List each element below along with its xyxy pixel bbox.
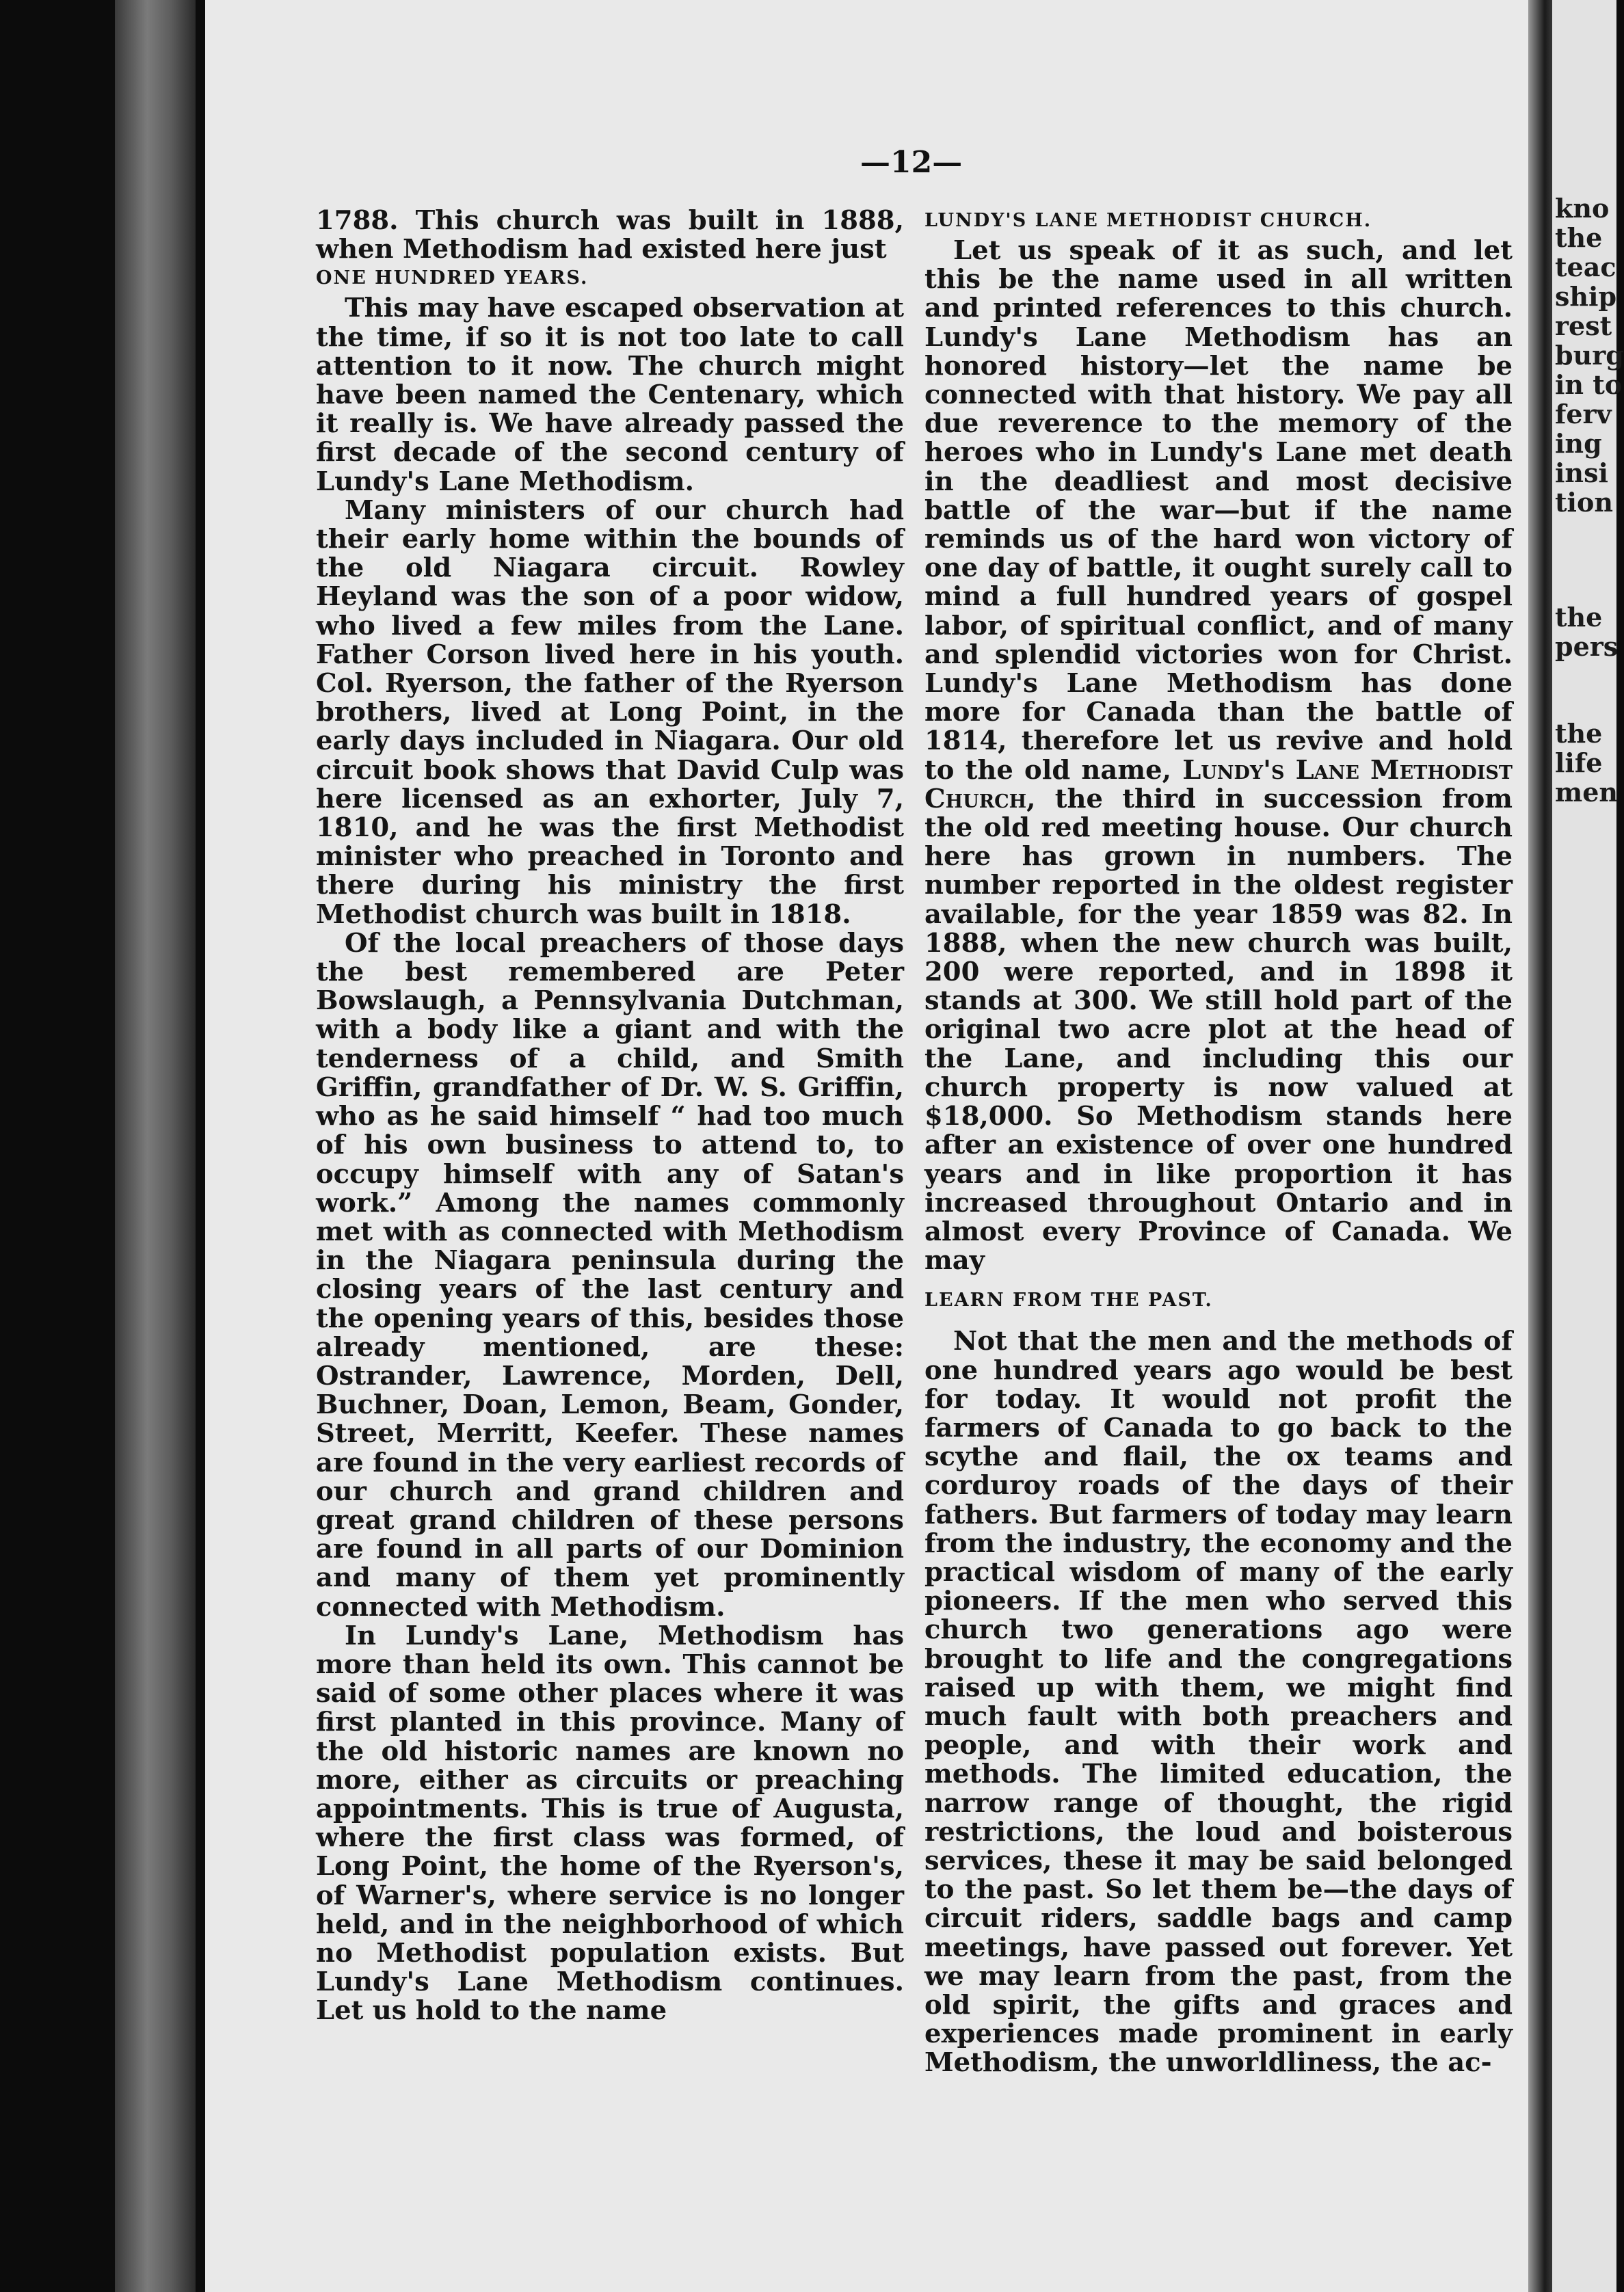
section-heading: ONE HUNDRED YEARS. bbox=[316, 267, 589, 289]
paragraph-text: the third in succession from the old red meeting house. Our church here has grown in numbers. The number reported in the oldest register available, for the year 1859 was 82. In 1888, when the new church was built, 200 were reported, and in 1898 it stands at 300. We still hold part of the original two acre plot at the head of the Lane, and including this our church property is now valued at $18,000. So Methodism stands here after an existence of over one hundred years and in like proportion it has increased throughout Ontario and in almost every Province of Canada. We may bbox=[924, 783, 1513, 1277]
facing-page-fragment: tion bbox=[1555, 487, 1613, 518]
page-number: —12— bbox=[860, 145, 963, 180]
book-edge bbox=[115, 0, 196, 2292]
paragraph: Many ministers of our church had their early home within the bounds of the old Niagara circuit. Rowley Heyland was the son of a poor widow, who lived a few miles from the Lane. Father Corson lived here in his youth. Col. Ryerson, the father of the Ryerson brothers, lived at Long Point, in the early days included in Niagara. Our old circuit book shows that David Culp was here licensed as an exhorter, July 7, 1810, and he was the first Methodist minister who preached in Toronto and there during his ministry the first Methodist church was built in 1818. bbox=[316, 494, 904, 930]
facing-page-fragment: men bbox=[1555, 777, 1619, 808]
facing-page-fragment: burg bbox=[1555, 340, 1624, 371]
paragraph: This may have escaped observation at the time, if so it is not too late to call attention to it now. The church might have been named the Centenary, which it really is. We have already passed the first decade of the second century of Lundy's Lane Methodism. bbox=[316, 293, 904, 497]
facing-page-fragment: teac bbox=[1555, 252, 1616, 282]
paragraph: 1788. This church was built in 1888, when Methodism had existed here just bbox=[316, 205, 904, 265]
facing-page-fragment: in to bbox=[1555, 369, 1623, 400]
paragraph-text: Let us speak of it as such, and let this be the name used in all written and printed references to this church. Lundy's Lane Methodism has an honored history—let the name be connected with that history. We pay all due reverence to the memory of the heroes who in Lundy's Lane met death in the deadliest and most decisive battle of the war—but if the name reminds us of the hard won victory of one day of battle, it ought surely call to mind a full hundred years of gospel labor, of spiritual conflict, and of many and splendid victories won for Christ. Lundy's Lane Methodism has done more for Canada than the battle of 1814, therefore let us revive and hold to the old name, bbox=[924, 235, 1513, 786]
facing-page-fragment: ferv bbox=[1555, 399, 1612, 429]
paragraph: Of the local preachers of those days the best remembered are Peter Bowslaugh, a Pennsylvania Dutchman, with a body like a giant and with the tenderness of a child, and Smith Griffin, grandfather of Dr. W. S. Griffin, who as he said himself “ had too much of his own business to attend to, to occupy himself with any of Satan's work.” Among the names commonly met with as connected with Methodism in the Niagara peninsula during the closing years of the last century and the opening years of this, besides those already mentioned, are these: Ostrander, Lawrence, Morden, Dell, Buchner, Doan, Lemon, Beam, Gonder, Street, Merritt, Keefer. These names are found in the very earliest records of our church and grand children and great grand children of these persons are found in all parts of our Dominion and many of them yet prominently connected with Methodism. bbox=[316, 927, 904, 1623]
left-column bbox=[316, 206, 904, 2026]
facing-page-fragment: the bbox=[1555, 602, 1603, 632]
section-heading: LEARN FROM THE PAST. bbox=[924, 1290, 1213, 1311]
facing-page-fragment: ing bbox=[1555, 428, 1602, 459]
page-gutter bbox=[1528, 0, 1556, 2292]
church-name-smallcaps: Lundy's Lane Methodist Church, bbox=[924, 754, 1513, 814]
section-heading: LUNDY'S LANE METHODIST CHURCH. bbox=[924, 210, 1372, 231]
paragraph bbox=[924, 237, 1513, 1275]
facing-page-fragment: kno bbox=[1555, 193, 1610, 224]
facing-page-fragment: the bbox=[1555, 718, 1603, 749]
facing-page-fragment: life bbox=[1555, 747, 1603, 778]
paragraph: Not that the men and the methods of one hundred years ago would be best for today. It would not profit the farmers of Canada to go back to the scythe and flail, the ox teams and corduroy roads of the days of their fathers. But farmers of today may learn from the industry, the economy and the practical wisdom of many of the early pioneers. If the men who served this church two generations ago were brought to life and the congregations raised up with them, we might find much fault with both preachers and people, and with their work and methods. The limited education, the narrow range of thought, the rigid restrictions, the loud and boisterous services, these it may be said belonged to the past. So let them be—the days of circuit riders, saddle bags and camp meetings, have passed out forever. Yet we may learn from the past, from the old spirit, the gifts and graces and experiences made prominent in early Methodism, the unworldliness, the ac- bbox=[924, 1326, 1513, 2079]
facing-page-fragment: pers bbox=[1555, 631, 1619, 662]
facing-page-fragment: rest bbox=[1555, 310, 1612, 341]
facing-page-fragment: insi bbox=[1555, 457, 1608, 488]
facing-page bbox=[1552, 0, 1624, 2292]
facing-page-fragment: the bbox=[1555, 222, 1603, 253]
facing-page-fragment: ship bbox=[1555, 281, 1617, 312]
paragraph: In Lundy's Lane, Methodism has more than held its own. This cannot be said of some other places where it was first planted in this province. Many of the old historic names are known no more, either as circuits or preaching appointments. This is true of Augusta, where the first class was formed, of Long Point, the home of the Ryerson's, of Warner's, where service is no longer held, and in the neighborhood of which no Methodist population exists. But Lundy's Lane Methodism continues. Let us hold to the name bbox=[316, 1620, 904, 2027]
right-column bbox=[924, 206, 1513, 2078]
